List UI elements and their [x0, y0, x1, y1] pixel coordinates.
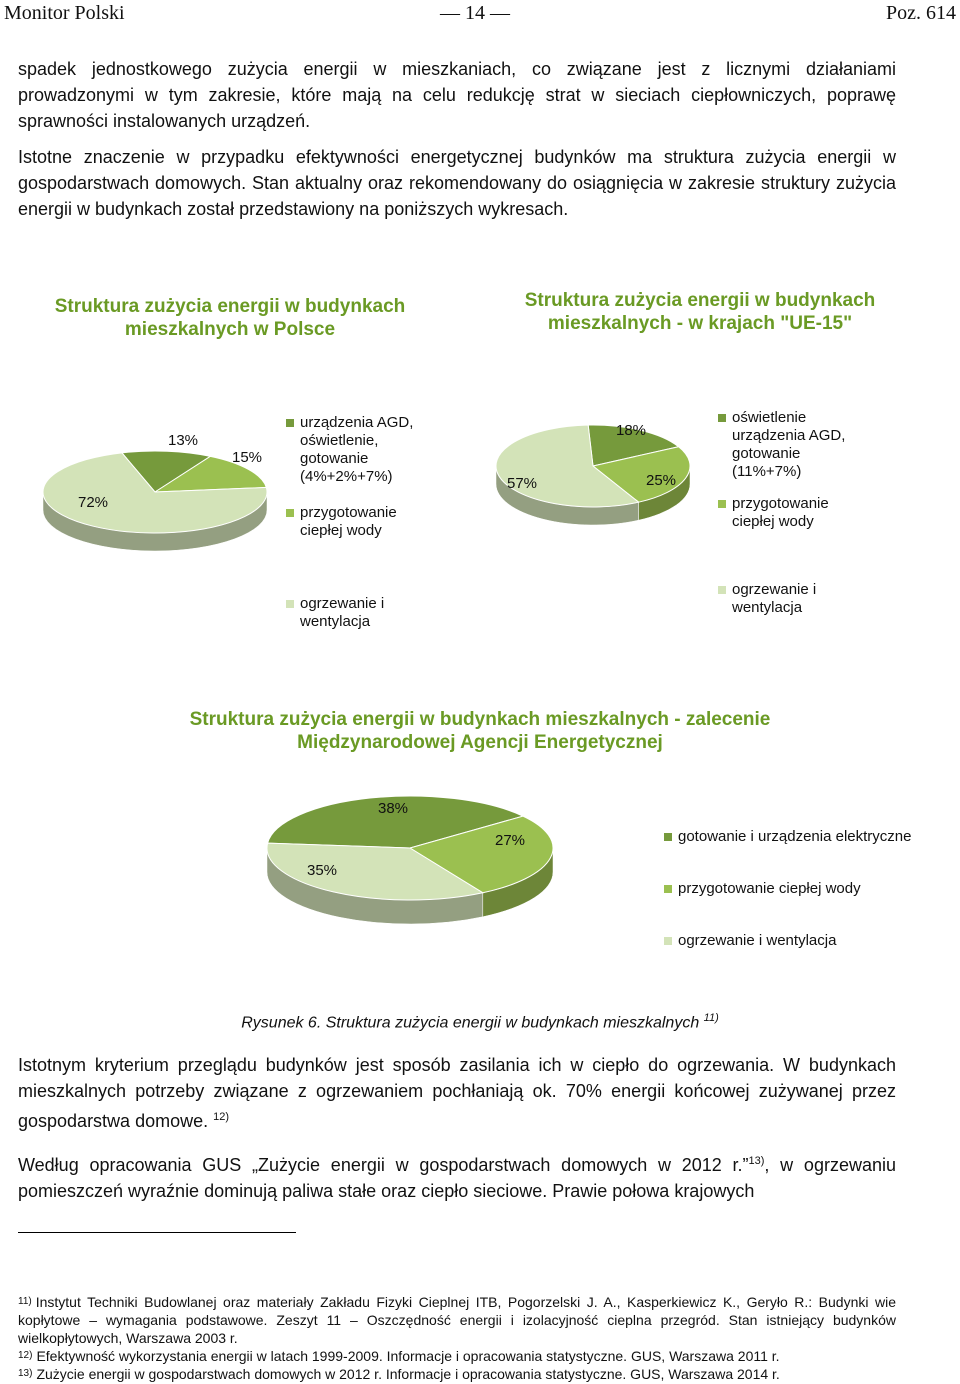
paragraph-2: Istotne znaczenie w przypadku efektywności energetycznej budynków ma struktura zużycia energii w gospodarstwach domowych. Stan aktualny oraz rekomendowany do osiągnięcia w zakresie struktury zużycia energii w budynkach został przedstawiony na poniższych wykresach.: [18, 147, 896, 219]
paragraph-4: [18, 1148, 896, 1204]
footnote-text: Zużycie energii w gospodarstwach domowych w 2012 r. Informacje i opracowania statystyczne. GUS, Warszawa 2014 r.: [36, 1366, 780, 1382]
legend-item: [286, 414, 436, 486]
legend-label: ogrzewanie i wentylacja: [732, 581, 817, 616]
data-label: 38%: [378, 800, 409, 817]
footnote-ref-12: 12): [213, 1111, 230, 1123]
legend-label: przygotowanie ciepłej wody: [678, 880, 861, 897]
data-label: 27%: [495, 832, 526, 849]
footnote-12: [18, 1347, 896, 1365]
legend-label: ogrzewanie i wentylacja: [300, 595, 385, 630]
footnote-number: 13): [18, 1368, 33, 1379]
data-label: 18%: [616, 422, 647, 439]
caption-footnote-ref: 11): [703, 1012, 719, 1024]
legend-swatch: [718, 414, 726, 422]
footnote-text: Instytut Techniki Budowlanej oraz materiały Zakładu Fizyki Cieplnej ITB, Pogorzelski J. A., Kasperkiewicz K., Geryło R.: Budynki wie kopłytowe – wymagania podstawowe. Zeszyt 11 – Oszczędność energii i izolacyjność cieplna przegród. Stan istniejący budynków wielkopłytowych, Warszawa 2003 r.: [18, 1294, 896, 1346]
legend-swatch: [718, 500, 726, 508]
legend-swatch: [286, 600, 294, 608]
legend-item: [718, 495, 868, 531]
data-label: 25%: [646, 472, 677, 489]
figure-caption: [140, 1012, 820, 1032]
legend-label: przygotowanie ciepłej wody: [732, 495, 829, 530]
legend-label: ogrzewanie i wentylacja: [678, 932, 837, 949]
legend-swatch: [718, 586, 726, 594]
footnote-text: Efektywność wykorzystania energii w latach 1999-2009. Informacje i opracowania statystyczne. GUS, Warszawa 2011 r.: [36, 1348, 780, 1364]
legend-swatch: [286, 509, 294, 517]
chart-2-title: Struktura zużycia energii w budynkach mieszkalnych - w krajach "UE-15": [524, 290, 876, 334]
data-label: 13%: [168, 432, 199, 449]
data-label: 15%: [232, 449, 263, 466]
caption-text: Rysunek 6. Struktura zużycia energii w budynkach mieszkalnych: [241, 1014, 700, 1032]
chart-3-title: Struktura zużycia energii w budynkach mieszkalnych - zalecenie Międzynarodowej Agencji Energetycznej: [189, 709, 771, 753]
footnote-number: 12): [18, 1350, 33, 1361]
legend-item: [664, 932, 934, 950]
paragraph-1: spadek jednostkowego zużycia energii w mieszkaniach, co związane jest z licznymi działaniami prowadzonymi w tym zakresie, które mają na celu redukcję strat w sieciach ciepłowniczych, poprawę sprawności instalowanych urządzeń.: [18, 59, 896, 131]
paragraph-3: [18, 1052, 896, 1134]
legend-item: [664, 880, 934, 898]
data-label: 35%: [307, 862, 338, 879]
legend-swatch: [286, 419, 294, 427]
position-number: Poz. 614: [886, 2, 956, 24]
paragraph-4-text-b: , w ogrzewaniu pomieszczeń wyraźnie dominują paliwa stałe oraz ciepło sieciowe. Prawie połowa krajowych: [18, 1155, 896, 1201]
footnote-11: [18, 1293, 896, 1347]
footnote-13: [18, 1365, 896, 1383]
pie-chart-poland: [43, 451, 267, 551]
legend-swatch: [664, 937, 672, 945]
legend-label: oświetlenie urządzenia AGD, gotowanie (11%+7%): [732, 409, 846, 480]
legend-label: urządzenia AGD, oświetlenie, gotowanie (4%+2%+7%): [300, 414, 414, 485]
publication-name: Monitor Polski: [4, 2, 125, 24]
data-label: 57%: [507, 475, 538, 492]
legend-item: [664, 828, 934, 846]
legend-label: przygotowanie ciepłej wody: [300, 504, 397, 539]
legend-item: [286, 504, 436, 540]
legend-swatch: [664, 885, 672, 893]
legend-item: [718, 581, 848, 617]
legend-item: [718, 409, 868, 481]
paragraph-3-text: Istotnym kryterium przeglądu budynków jest sposób zasilania ich w ciepło do ogrzewania. W budynkach mieszkalnych potrzeby związane z ogrzewaniem pochłaniają ok. 70% energii końcowej zużywanej przez gospodarstwa domowe.: [18, 1055, 896, 1131]
paragraph-4-text-a: Według opracowania GUS „Zużycie energii w gospodarstwach domowych w 2012 r.”: [18, 1155, 749, 1175]
footnote-number: 11): [18, 1296, 32, 1307]
pie-chart-iea: [267, 796, 553, 924]
page-number: — 14 —: [440, 2, 510, 24]
legend-item: [286, 595, 416, 631]
data-label: 72%: [78, 494, 109, 511]
chart-1-title: Struktura zużycia energii w budynkach mieszkalnych w Polsce: [54, 296, 406, 340]
footnote-separator: [18, 1232, 296, 1233]
legend-label: gotowanie i urządzenia elektryczne: [678, 828, 912, 845]
legend-swatch: [664, 833, 672, 841]
footnote-ref-13: 13): [748, 1155, 765, 1167]
